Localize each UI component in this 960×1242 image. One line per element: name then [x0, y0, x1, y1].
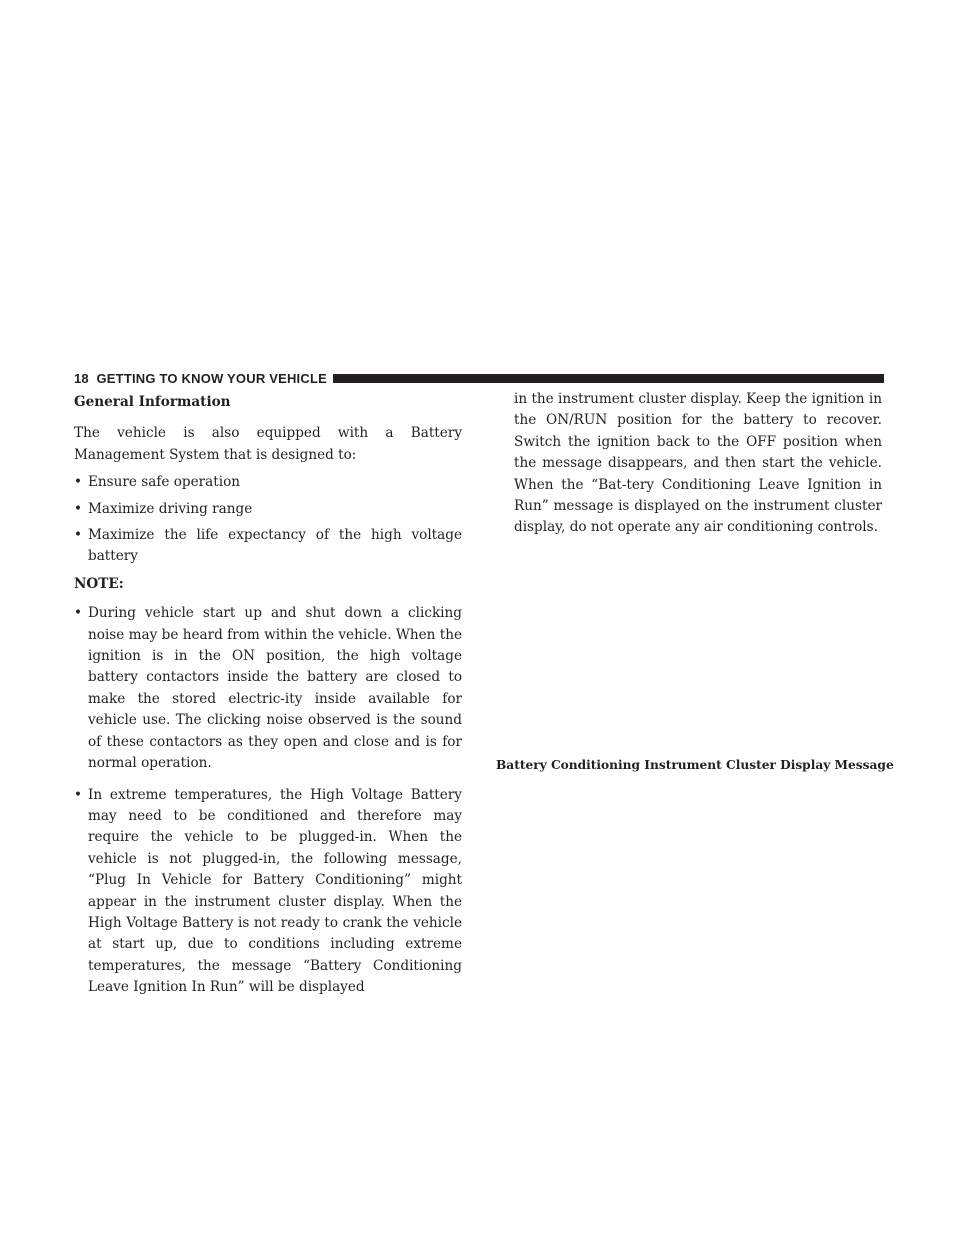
section-heading: General Information: [74, 394, 231, 410]
bullet-icon: •: [74, 500, 83, 517]
bullet-icon: •: [74, 786, 83, 803]
section-title: GETTING TO KNOW YOUR VEHICLE: [96, 370, 327, 386]
list-item: • Maximize driving range: [74, 499, 462, 520]
left-column: [74, 392, 462, 1009]
page-header-text: [74, 371, 327, 386]
continuation-paragraph: in the instrument cluster display. Keep the ignition in the ON/RUN position for the battery to recover. Switch the ignition back to the OFF position when the message disappears, and then start the vehicle. When the “Bat-tery Conditioning Leave Ignition in Run” message is displayed on the instrument cluster display, do not operate any air conditioning controls.: [514, 391, 882, 536]
list-item: • Maximize the life expectancy of the high voltage battery: [74, 527, 462, 565]
page-header: [74, 370, 884, 386]
header-rule: [333, 374, 884, 383]
list-item: • Ensure safe operation: [74, 472, 462, 493]
bullet-icon: •: [74, 605, 83, 622]
feature-list: [74, 472, 462, 568]
bullet-icon: •: [74, 474, 83, 491]
note-item: • In extreme temperatures, the High Voltage Battery may need to be conditioned and therefore may require the vehicle to be plugged-in. When the vehicle is not plugged-in, the following message, “Plug In Vehicle for Battery Conditioning” might appear in the instrument cluster display. When the High Voltage Battery is not ready to crank the vehicle at start up, due to conditions including extreme temperatures, the message “Battery Conditioning Leave Ignition In Run” will be displayed: [74, 786, 462, 996]
figure-caption: Battery Conditioning Instrument Cluster Display Message: [496, 758, 894, 772]
right-column: [496, 389, 882, 539]
page-number: 18: [74, 370, 89, 386]
note-label: NOTE:: [74, 575, 124, 592]
intro-paragraph: The vehicle is also equipped with a Battery Management System that is designed to:: [74, 425, 462, 463]
note-item: • During vehicle start up and shut down a clicking noise may be heard from within the vehicle. When the ignition is in the ON position, the high voltage battery contactors inside the battery are closed to make the stored electric-ity inside available for vehicle use. The clicking noise observed is the sound of these contactors as they open and close and is for normal operation.: [74, 605, 462, 772]
bullet-icon: •: [74, 527, 83, 544]
note-list: [74, 603, 462, 998]
